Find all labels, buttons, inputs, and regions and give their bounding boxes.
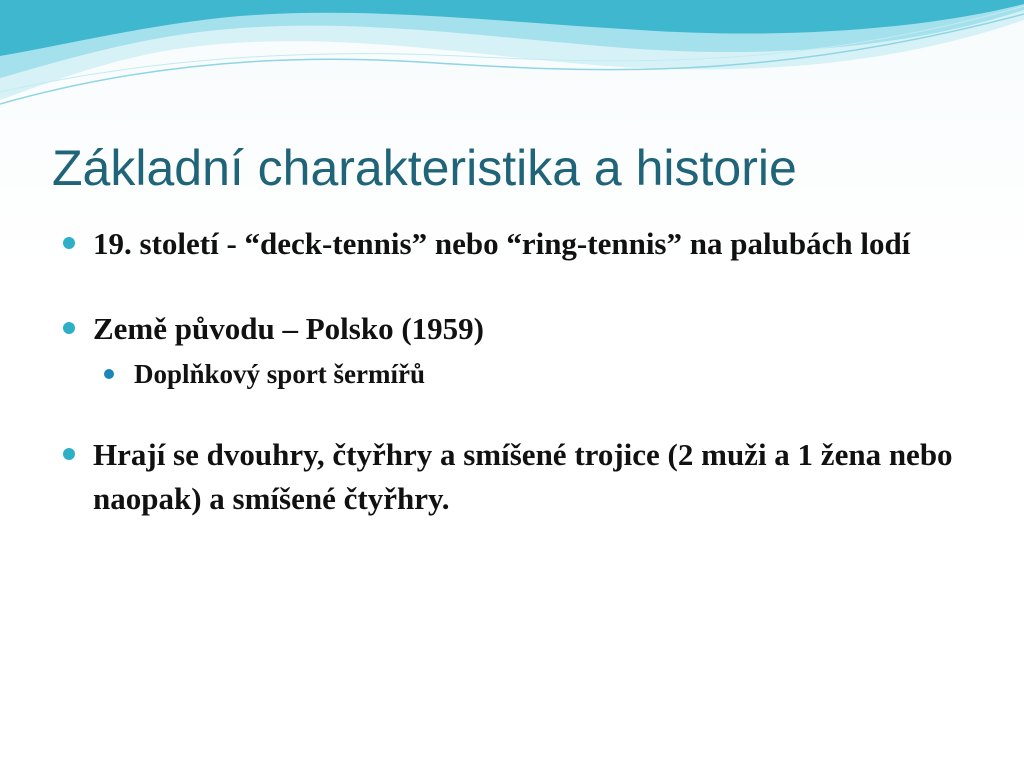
bullet-text: Hrají se dvouhry, čtyřhry a smíšené trojice (2 muži a 1 žena nebo naopak) a smíšené čtyřhry. [93, 437, 953, 516]
sub-bullet-text: Doplňkový sport šermířů [134, 359, 426, 389]
bullet-list [62, 222, 962, 562]
bullet-text: 19. století - “deck-tennis” nebo “ring-tennis” na palubách lodí [93, 226, 911, 261]
sub-bullet-item [93, 356, 962, 392]
bullet-item [62, 222, 962, 266]
sub-bullet-dot-icon [104, 369, 114, 379]
bullet-dot-icon [63, 322, 75, 334]
bullet-item [62, 307, 962, 392]
bullet-dot-icon [63, 448, 75, 460]
bullet-text: Země původu – Polsko (1959) [93, 311, 484, 346]
bullet-item [62, 433, 962, 521]
decorative-wave-header [0, 0, 1024, 120]
slide-title: Základní charakteristika a historie [52, 140, 797, 196]
bullet-dot-icon [63, 237, 75, 249]
